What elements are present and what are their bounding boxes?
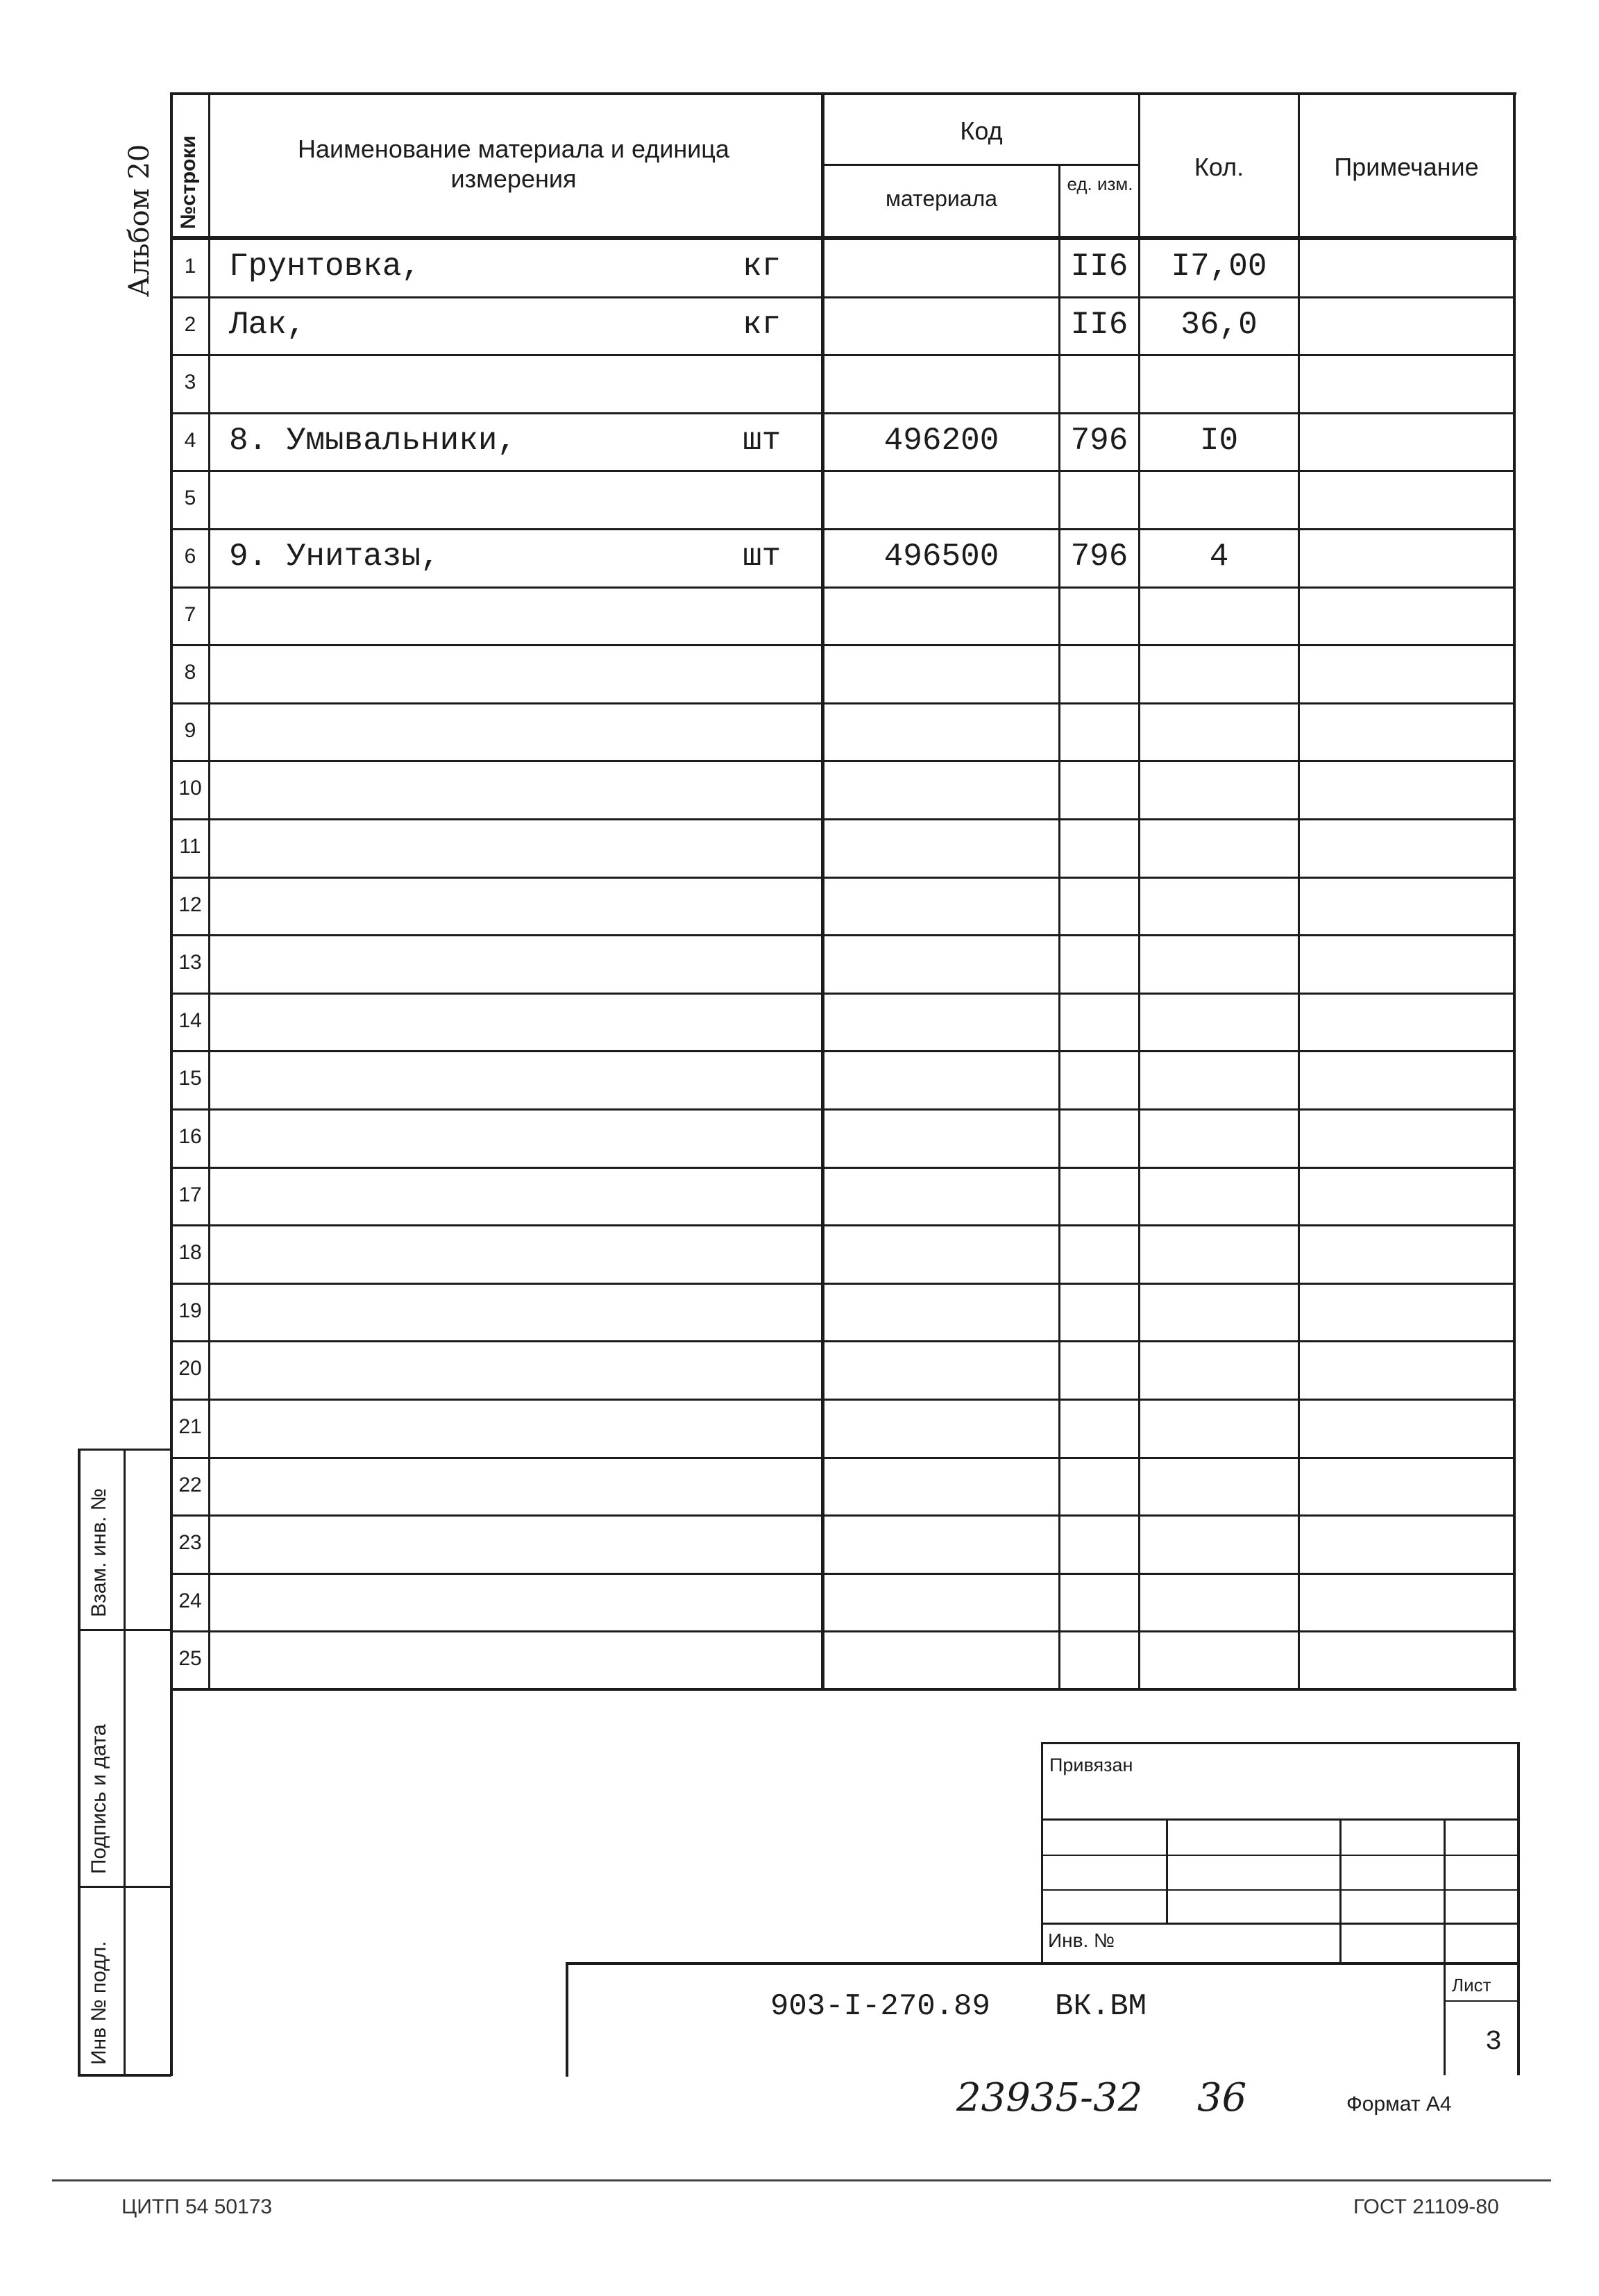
row-name: 9. Унитазы,	[229, 539, 440, 575]
row-number: 1	[184, 255, 196, 278]
gost-mark: ГОСТ 21109-80	[1353, 2195, 1499, 2218]
stamp-inv-podl: Инв № подл.	[87, 1941, 110, 2065]
handwritten-number: 23935-32	[956, 2075, 1143, 2120]
row-unit-code: II6	[1070, 307, 1128, 343]
header-code-material: материала	[885, 186, 998, 211]
row-name: Лак,	[229, 307, 306, 343]
row-qty: 4	[1209, 539, 1229, 575]
header-code: Код	[960, 117, 1003, 145]
privyazan-label: Привязан	[1049, 1755, 1133, 1775]
header-row-no: №строки	[177, 135, 200, 229]
row-material-code: 496200	[883, 423, 999, 459]
header-code-unit: ед. изм.	[1067, 174, 1133, 194]
format-label: Формат А4	[1346, 2093, 1452, 2116]
row-number: 10	[178, 777, 202, 800]
header-qty: Кол.	[1194, 153, 1244, 181]
row-unit: шт	[743, 423, 781, 459]
header-note: Примечание	[1334, 153, 1479, 181]
row-number: 3	[184, 371, 196, 394]
album-label: Альбом 20	[124, 144, 155, 297]
sheet-number: 3	[1485, 2027, 1503, 2058]
header-name: Наименование материала и единица измерения	[298, 135, 729, 194]
row-qty: I0	[1199, 423, 1239, 459]
row-number: 23	[178, 1531, 202, 1554]
row-number: 16	[178, 1125, 202, 1148]
handwritten-sheet: 36	[1197, 2075, 1247, 2120]
row-unit-code: 796	[1070, 423, 1128, 459]
row-number: 20	[178, 1357, 202, 1380]
row-number: 2	[184, 313, 196, 336]
row-number: 4	[184, 429, 196, 452]
row-qty: 36,0	[1181, 307, 1258, 343]
doc-section: ВК.ВМ	[1055, 1989, 1147, 2024]
row-unit: шт	[743, 539, 781, 575]
row-number: 24	[178, 1589, 202, 1612]
row-number: 14	[178, 1009, 202, 1032]
row-number: 9	[184, 719, 196, 742]
row-material-code: 496500	[883, 539, 999, 575]
inv-no-label: Инв. №	[1048, 1930, 1115, 1951]
row-number: 12	[178, 893, 202, 916]
row-name: 8. Умывальники,	[229, 423, 517, 459]
row-number: 7	[184, 603, 196, 626]
row-number: 17	[178, 1183, 202, 1206]
stamp-podpis-data: Подпись и дата	[87, 1724, 110, 1874]
printer-mark: ЦИТП 54 50173	[121, 2195, 273, 2218]
row-unit-code: II6	[1070, 248, 1128, 285]
row-unit-code: 796	[1070, 539, 1128, 575]
row-number: 25	[178, 1647, 202, 1670]
row-number: 13	[178, 951, 202, 974]
row-qty: I7,00	[1171, 248, 1267, 285]
row-name: Грунтовка,	[229, 248, 421, 285]
doc-code: 903-I-270.89	[770, 1989, 990, 2024]
row-number: 5	[184, 487, 196, 509]
row-unit: кг	[743, 307, 781, 343]
footer-rule	[52, 2179, 1551, 2181]
row-number: 22	[178, 1474, 202, 1496]
row-unit: кг	[743, 248, 781, 285]
row-number: 21	[178, 1415, 202, 1438]
sheet-label: Лист	[1452, 1975, 1491, 1995]
stamp-vzam-inv: Взам. инв. №	[87, 1488, 110, 1617]
row-number: 18	[178, 1241, 202, 1264]
row-number: 8	[184, 661, 196, 684]
row-number: 15	[178, 1067, 202, 1090]
row-number: 6	[184, 545, 196, 568]
row-number: 19	[178, 1299, 202, 1322]
row-number: 11	[179, 835, 201, 858]
